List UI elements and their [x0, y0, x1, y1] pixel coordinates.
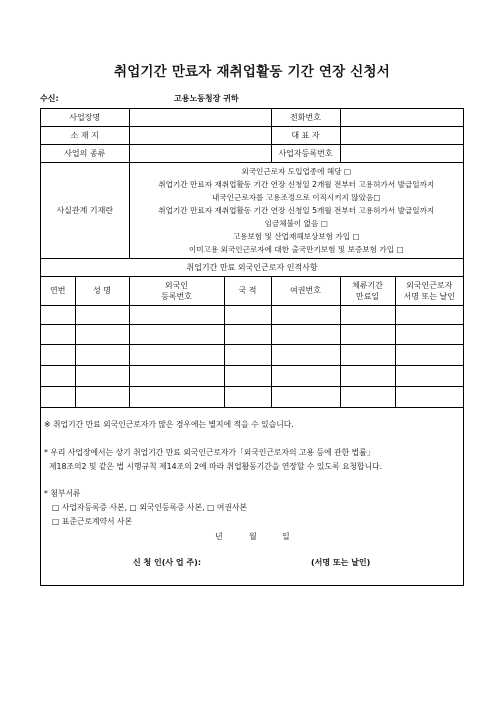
col-header-reg-no-line1: 외국인 — [164, 280, 189, 290]
cell-reg-no[interactable] — [129, 386, 224, 407]
cell-stay-expiry[interactable] — [340, 305, 395, 324]
cell-stay-expiry[interactable] — [340, 386, 395, 407]
cell-name[interactable] — [75, 324, 129, 344]
phone-field[interactable] — [340, 109, 463, 126]
cell-stay-expiry[interactable] — [340, 365, 395, 386]
cell-name[interactable] — [75, 365, 129, 386]
col-header-signature-line1: 외국인근로자 — [406, 280, 453, 290]
address-label: 소 재 지 — [41, 126, 129, 144]
fact-line[interactable]: 내국인근로자를 고용조정으로 이직시키지 않았음□ — [212, 192, 381, 202]
business-type-field[interactable] — [129, 144, 271, 162]
cell-signature[interactable] — [395, 386, 463, 407]
address-field[interactable] — [129, 126, 271, 144]
company-name-field[interactable] — [129, 109, 271, 126]
table-row — [41, 324, 463, 344]
cell-no[interactable] — [41, 344, 75, 365]
col-header-signature — [395, 276, 463, 305]
note-request-line2: 제18조의2 및 같은 법 시행규칙 제14조의 2에 따라 취업활동기간을 연장할 수 있도록 요청합니다. — [49, 462, 383, 471]
attachments-line1[interactable]: □ 사업자등록증 사본, □ 외국인등록증 사본, □ 여권사본 — [52, 503, 248, 512]
fact-line[interactable]: 고용보험 및 산업재해보상보험 가입 □ — [232, 231, 360, 241]
cell-stay-expiry[interactable] — [340, 344, 395, 365]
cell-passport[interactable] — [271, 324, 340, 344]
workers-section-title: 취업기간 만료 외국인근로자 인적사항 — [41, 258, 463, 276]
col-header-signature-line2: 서명 또는 날인 — [403, 291, 455, 301]
cell-nationality[interactable] — [224, 305, 271, 324]
col-header-nationality: 국 적 — [224, 276, 271, 305]
company-row-1 — [41, 109, 463, 126]
reg-no-label: 사업자등록번호 — [271, 144, 340, 162]
cell-nationality[interactable] — [224, 386, 271, 407]
note-extra-sheet: ※ 취업기간 만료 외국인근로자가 많은 경우에는 별지에 적을 수 있습니다. — [44, 420, 294, 429]
form-table — [41, 109, 463, 408]
cell-signature[interactable] — [395, 344, 463, 365]
cell-stay-expiry[interactable] — [340, 324, 395, 344]
table-row — [41, 344, 463, 365]
cell-signature[interactable] — [395, 365, 463, 386]
cell-name[interactable] — [75, 305, 129, 324]
facts-row — [41, 162, 463, 258]
company-row-3 — [41, 144, 463, 162]
cell-no[interactable] — [41, 386, 75, 407]
fact-line[interactable]: 임금체불이 없음 □ — [264, 218, 328, 228]
table-row — [41, 305, 463, 324]
business-type-label: 사업의 종류 — [41, 144, 129, 162]
cell-name[interactable] — [75, 344, 129, 365]
date-day-label: 일 — [282, 532, 290, 541]
cell-name[interactable] — [75, 386, 129, 407]
col-header-no: 연번 — [41, 276, 75, 305]
cell-no[interactable] — [41, 324, 75, 344]
fact-line: 취업기간 만료자 재취업활동 기간 연장 신청일 5개월 전부터 고용허가서 발급일까지 — [158, 205, 435, 215]
cell-reg-no[interactable] — [129, 344, 224, 365]
col-header-passport: 여권번호 — [271, 276, 340, 305]
company-row-2 — [41, 126, 463, 144]
cell-passport[interactable] — [271, 344, 340, 365]
fact-line[interactable]: 외국인근로자 도입업종에 해당 □ — [241, 166, 352, 176]
reg-no-field[interactable] — [340, 144, 463, 162]
ceo-label: 대 표 자 — [271, 126, 340, 144]
col-header-name: 성 명 — [75, 276, 129, 305]
col-header-stay-expiry-line1: 체류기간 — [352, 280, 383, 290]
col-header-stay-expiry — [340, 276, 395, 305]
cell-nationality[interactable] — [224, 365, 271, 386]
date-month-label: 월 — [249, 532, 257, 541]
col-header-reg-no-line2: 등록번호 — [161, 291, 192, 301]
date-year-label: 년 — [215, 532, 223, 541]
cell-signature[interactable] — [395, 305, 463, 324]
cell-no[interactable] — [41, 305, 75, 324]
cell-nationality[interactable] — [224, 344, 271, 365]
recipient-label: 수신: — [40, 94, 59, 103]
cell-reg-no[interactable] — [129, 305, 224, 324]
cell-passport[interactable] — [271, 365, 340, 386]
cell-no[interactable] — [41, 365, 75, 386]
workers-title-row — [41, 258, 463, 276]
page-title: 취업기간 만료자 재취업활동 기간 연장 신청서 — [113, 64, 391, 80]
signature-label[interactable]: (서명 또는 날인) — [311, 558, 371, 567]
workers-header-row — [41, 276, 463, 305]
table-row — [41, 386, 463, 407]
recipient-value: 고용노동청장 귀하 — [174, 94, 239, 103]
phone-label: 전화번호 — [271, 109, 340, 126]
cell-signature[interactable] — [395, 324, 463, 344]
fact-line[interactable]: 이미고용 외국인근로자에 대한 출국만기보험 및 보증보험 가입 □ — [188, 244, 404, 254]
attachments-line2[interactable]: □ 표준근로계약서 사본 — [52, 517, 133, 526]
company-name-label: 사업장명 — [41, 109, 129, 126]
applicant-label: 신 청 인(사 업 주): — [133, 558, 202, 567]
table-row — [41, 365, 463, 386]
col-header-stay-expiry-line2: 만료일 — [355, 291, 380, 301]
ceo-field[interactable] — [340, 126, 463, 144]
cell-reg-no[interactable] — [129, 324, 224, 344]
note-request-line1: * 우리 사업장에서는 상기 취업기간 만료 외국인근로자가「외국인근로자의 고용 등에 관한 법률」 — [44, 448, 375, 457]
facts-content — [129, 162, 463, 258]
fact-line: 취업기간 만료자 재취업활동 기간 연장 신청일 2개월 전부터 고용허가서 발급일까지 — [158, 179, 435, 189]
cell-reg-no[interactable] — [129, 365, 224, 386]
form-frame — [40, 108, 464, 586]
cell-passport[interactable] — [271, 305, 340, 324]
col-header-reg-no — [129, 276, 224, 305]
attachments-title: * 첨부서류 — [44, 489, 81, 498]
facts-label: 사실관계 기재란 — [41, 162, 129, 258]
cell-nationality[interactable] — [224, 324, 271, 344]
cell-passport[interactable] — [271, 386, 340, 407]
